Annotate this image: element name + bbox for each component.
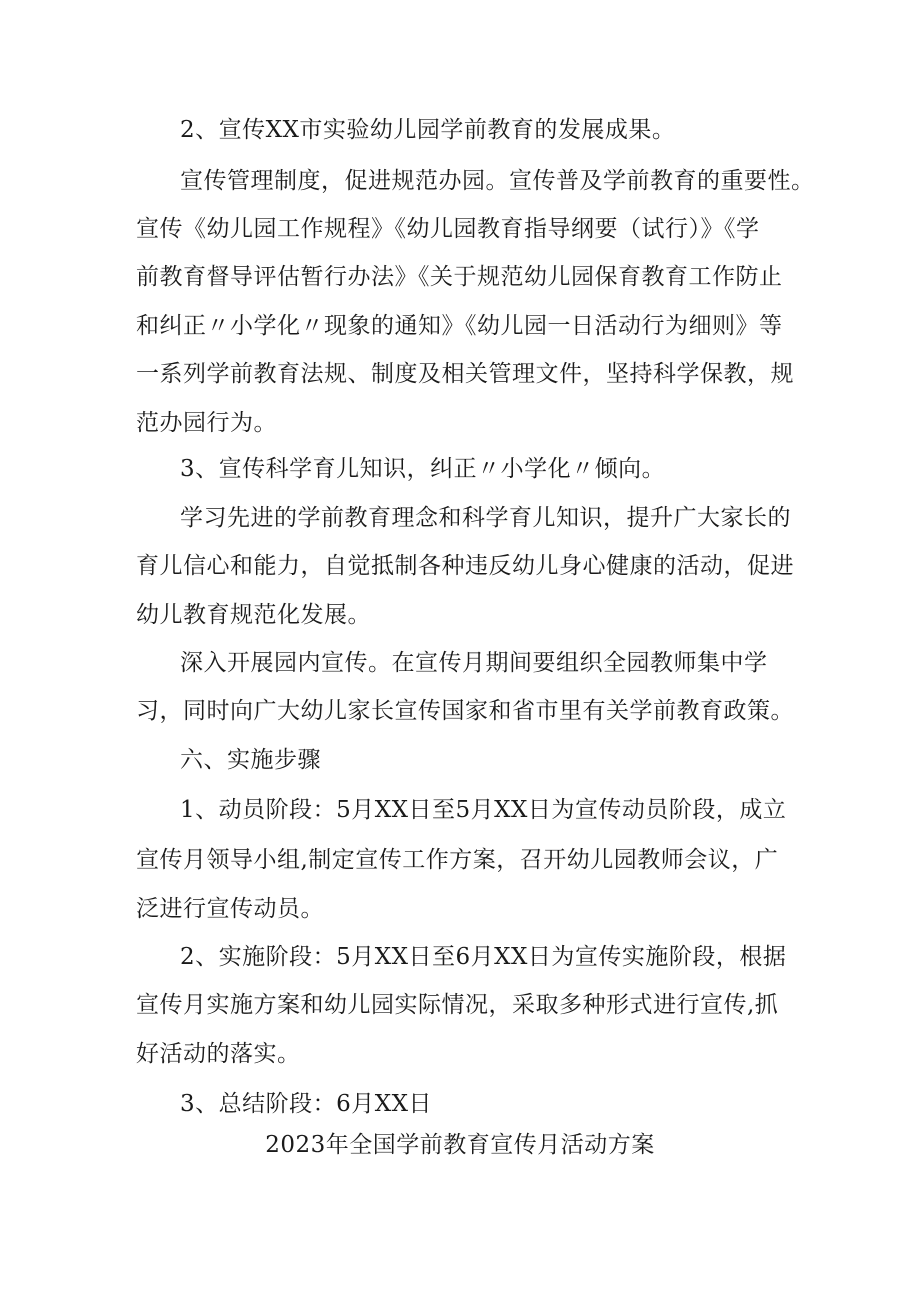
text-line: 3、总结阶段：6月XX日 <box>180 1091 433 1117</box>
text-line: 前教育督导评估暂行办法》《关于规范幼儿园保育教育工作防止 <box>136 264 783 290</box>
text-line: 好活动的落实。 <box>136 1041 301 1067</box>
text-line: 宣传管理制度，促进规范办园。宣传普及学前教育的重要性。 <box>180 168 815 194</box>
text-line: 泛进行宣传动员。 <box>136 896 324 922</box>
text-line: 宣传《幼儿园工作规程》《幼儿园教育指导纲要（试行）》《学 <box>136 216 760 242</box>
text-line: 1、动员阶段：5月XX日至5月XX日为宣传动员阶段，成立 <box>180 797 787 823</box>
text-line: 3、宣传科学育儿知识，纠正〃小学化〃倾向。 <box>180 456 666 482</box>
text-line: 深入开展园内宣传。在宣传月期间要组织全园教师集中学 <box>180 650 768 676</box>
text-line: 和纠正〃小学化〃现象的通知》《幼儿园一日活动行为细则》等 <box>136 313 783 339</box>
text-line: 幼儿教育规范化发展。 <box>136 602 371 628</box>
text-line: 2、宣传XX市实验幼儿园学前教育的发展成果。 <box>180 117 676 143</box>
text-line: 宣传月实施方案和幼儿园实际情况，采取多种形式进行宣传,抓 <box>136 992 779 1018</box>
page-title: 2023年全国学前教育宣传月活动方案 <box>265 1132 655 1158</box>
section-heading: 六、实施步骤 <box>180 747 321 773</box>
text-line: 学习先进的学前教育理念和科学育儿知识，提升广大家长的 <box>180 505 791 531</box>
text-line: 宣传月领导小组,制定宣传工作方案，召开幼儿园教师会议，广 <box>136 847 779 873</box>
text-line: 范办园行为。 <box>136 410 277 436</box>
text-line: 2、实施阶段：5月XX日至6月XX日为宣传实施阶段，根据 <box>180 944 787 970</box>
text-line: 习，同时向广大幼儿家长宣传国家和省市里有关学前教育政策。 <box>136 698 794 724</box>
text-line: 育儿信心和能力，自觉抵制各种违反幼儿身心健康的活动，促进 <box>136 553 794 579</box>
text-line: 一系列学前教育法规、制度及相关管理文件，坚持科学保教，规 <box>136 361 794 387</box>
